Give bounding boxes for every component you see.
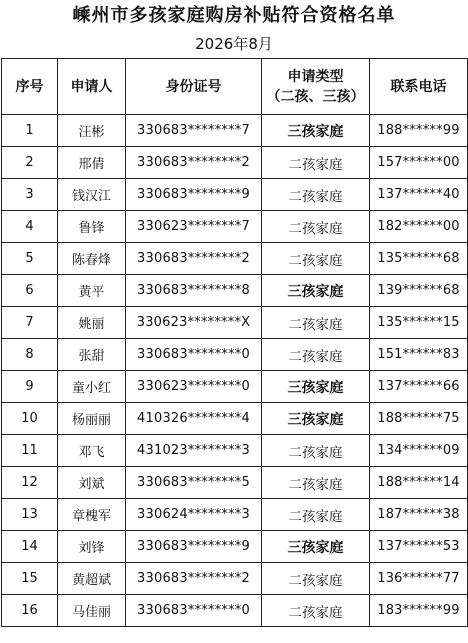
cell-id-number: 330683********5 — [126, 467, 262, 499]
cell-application-type: 二孩家庭 — [262, 339, 370, 371]
table-body — [2, 115, 468, 627]
cell-index: 1 — [2, 115, 58, 147]
cell-phone: 183******99 — [370, 595, 468, 627]
cell-application-type: 二孩家庭 — [262, 563, 370, 595]
cell-id-number: 330683********7 — [126, 115, 262, 147]
cell-application-type: 二孩家庭 — [262, 243, 370, 275]
table-row — [2, 243, 468, 275]
cell-applicant-name: 陈春烽 — [58, 243, 126, 275]
cell-phone: 151******83 — [370, 339, 468, 371]
document-date: 2026年8月 — [195, 35, 273, 53]
cell-applicant-name: 杨丽丽 — [58, 403, 126, 435]
cell-phone: 188******75 — [370, 403, 468, 435]
cell-id-number: 330683********0 — [126, 339, 262, 371]
cell-phone: 135******68 — [370, 243, 468, 275]
cell-index: 13 — [2, 499, 58, 531]
cell-index: 15 — [2, 563, 58, 595]
cell-applicant-name: 姚丽 — [58, 307, 126, 339]
cell-phone: 137******53 — [370, 531, 468, 563]
cell-id-number: 330683********2 — [126, 243, 262, 275]
cell-applicant-name: 刘锋 — [58, 531, 126, 563]
cell-application-type: 三孩家庭 — [262, 403, 370, 435]
cell-index: 5 — [2, 243, 58, 275]
cell-index: 12 — [2, 467, 58, 499]
table-row — [2, 371, 468, 403]
cell-application-type: 三孩家庭 — [262, 371, 370, 403]
cell-id-number: 410326********4 — [126, 403, 262, 435]
cell-applicant-name: 童小红 — [58, 371, 126, 403]
cell-phone: 137******66 — [370, 371, 468, 403]
cell-id-number: 431023********3 — [126, 435, 262, 467]
cell-applicant-name: 章槐军 — [58, 499, 126, 531]
cell-applicant-name: 黄平 — [58, 275, 126, 307]
table-row — [2, 435, 468, 467]
cell-id-number: 330683********0 — [126, 595, 262, 627]
cell-application-type: 二孩家庭 — [262, 499, 370, 531]
cell-application-type: 三孩家庭 — [262, 275, 370, 307]
cell-id-number: 330683********2 — [126, 147, 262, 179]
cell-application-type: 二孩家庭 — [262, 435, 370, 467]
table-row — [2, 499, 468, 531]
cell-applicant-name: 黄超斌 — [58, 563, 126, 595]
header-applicant: 申请人 — [58, 59, 126, 115]
table-row — [2, 595, 468, 627]
cell-applicant-name: 马佳丽 — [58, 595, 126, 627]
cell-applicant-name: 汪彬 — [58, 115, 126, 147]
header-phone: 联系电话 — [370, 59, 468, 115]
header-type-line1: 申请类型 — [287, 68, 344, 85]
cell-index: 3 — [2, 179, 58, 211]
table-row — [2, 403, 468, 435]
cell-applicant-name: 张甜 — [58, 339, 126, 371]
cell-phone: 187******38 — [370, 499, 468, 531]
cell-phone: 188******14 — [370, 467, 468, 499]
cell-id-number: 330683********8 — [126, 275, 262, 307]
cell-index: 10 — [2, 403, 58, 435]
table-row — [2, 115, 468, 147]
cell-phone: 136******77 — [370, 563, 468, 595]
cell-index: 6 — [2, 275, 58, 307]
cell-application-type: 二孩家庭 — [262, 211, 370, 243]
cell-applicant-name: 邢倩 — [58, 147, 126, 179]
table-row — [2, 339, 468, 371]
header-type-line2: （二孩、三孩） — [266, 88, 365, 105]
table-row — [2, 179, 468, 211]
cell-application-type: 二孩家庭 — [262, 307, 370, 339]
table-row — [2, 531, 468, 563]
table-row — [2, 467, 468, 499]
cell-applicant-name: 邓飞 — [58, 435, 126, 467]
cell-id-number: 330683********9 — [126, 531, 262, 563]
cell-application-type: 二孩家庭 — [262, 467, 370, 499]
cell-index: 14 — [2, 531, 58, 563]
cell-index: 4 — [2, 211, 58, 243]
cell-index: 16 — [2, 595, 58, 627]
table-row — [2, 147, 468, 179]
cell-application-type: 二孩家庭 — [262, 179, 370, 211]
cell-id-number: 330623********X — [126, 307, 262, 339]
cell-index: 7 — [2, 307, 58, 339]
table-row — [2, 307, 468, 339]
cell-phone: 182******00 — [370, 211, 468, 243]
cell-id-number: 330683********2 — [126, 563, 262, 595]
cell-index: 2 — [2, 147, 58, 179]
table-row — [2, 211, 468, 243]
eligibility-table — [1, 58, 468, 627]
cell-applicant-name: 钱汉江 — [58, 179, 126, 211]
cell-application-type: 二孩家庭 — [262, 595, 370, 627]
cell-applicant-name: 鲁锋 — [58, 211, 126, 243]
table-header-row — [2, 59, 468, 115]
cell-index: 8 — [2, 339, 58, 371]
header-index: 序号 — [2, 59, 58, 115]
cell-application-type: 三孩家庭 — [262, 531, 370, 563]
header-id-number: 身份证号 — [126, 59, 262, 115]
cell-phone: 157******00 — [370, 147, 468, 179]
cell-application-type: 二孩家庭 — [262, 147, 370, 179]
cell-phone: 134******09 — [370, 435, 468, 467]
cell-phone: 135******15 — [370, 307, 468, 339]
document-title: 嵊州市多孩家庭购房补贴符合资格名单 — [72, 5, 396, 26]
cell-phone: 188******99 — [370, 115, 468, 147]
cell-applicant-name: 刘斌 — [58, 467, 126, 499]
cell-id-number: 330624********3 — [126, 499, 262, 531]
table-row — [2, 563, 468, 595]
header-application-type — [262, 59, 370, 115]
cell-application-type: 三孩家庭 — [262, 115, 370, 147]
cell-index: 11 — [2, 435, 58, 467]
cell-phone: 137******40 — [370, 179, 468, 211]
cell-id-number: 330683********9 — [126, 179, 262, 211]
cell-index: 9 — [2, 371, 58, 403]
cell-id-number: 330623********0 — [126, 371, 262, 403]
table-row — [2, 275, 468, 307]
cell-id-number: 330623********7 — [126, 211, 262, 243]
cell-phone: 139******68 — [370, 275, 468, 307]
